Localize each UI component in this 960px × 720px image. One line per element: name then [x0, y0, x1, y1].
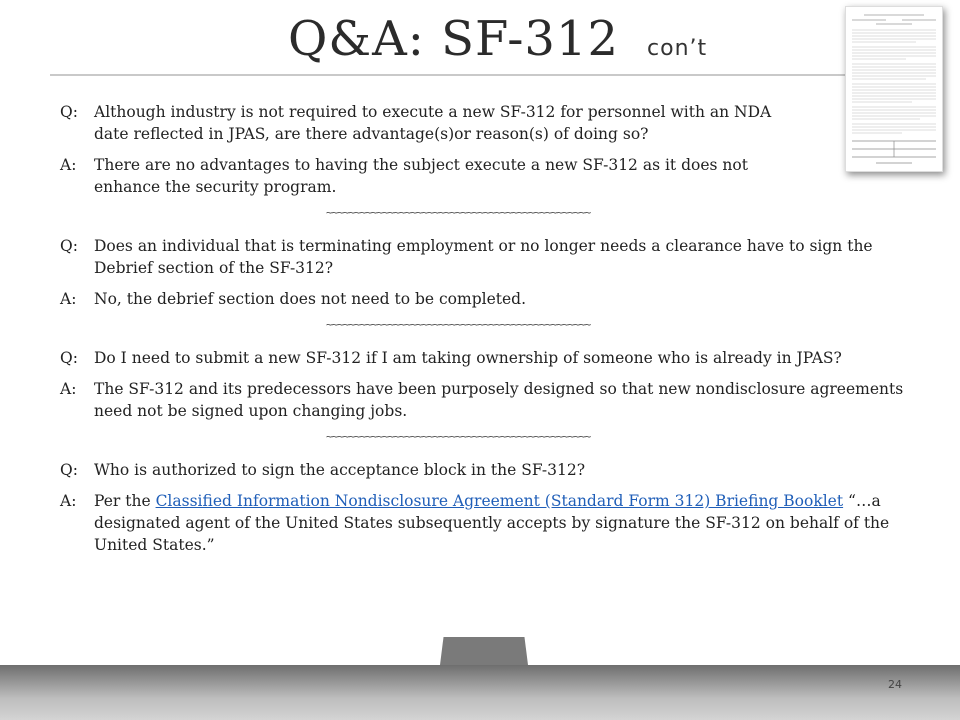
question-4 [60, 459, 920, 481]
a-label: A: [60, 492, 77, 510]
q-label: Q: [60, 237, 78, 255]
footer-bar [0, 665, 960, 720]
question-text: Do I need to submit a new SF-312 if I am taking ownership of someone who is already in JPAS? [94, 349, 842, 367]
tilde-divider: ~~~~~~~~~~~~~~~~~~~~~~~~~~~~~~~~~~~~~~~~~~~~~~~ [326, 206, 591, 219]
answer-1 [60, 154, 920, 198]
title-suffix: con’t [647, 36, 708, 61]
answer-text: No, the debrief section does not need to be completed. [94, 290, 526, 308]
question-text: Although industry is not required to execute a new SF-312 for personnel with an NDA date reflected in JPAS, are there advantage(s)or reason(s) of doing so? [94, 103, 772, 143]
answer-text: There are no advantages to having the subject execute a new SF-312 as it does not enhance the security program. [94, 156, 748, 196]
a-label: A: [60, 156, 77, 174]
answer-text [94, 490, 920, 556]
qa-content [60, 101, 920, 565]
answer-2 [60, 288, 920, 310]
answer-prefix: Per the [94, 492, 156, 510]
q-label: Q: [60, 349, 78, 367]
tilde-divider: ~~~~~~~~~~~~~~~~~~~~~~~~~~~~~~~~~~~~~~~~~~~~~~~ [326, 318, 591, 331]
question-text: Does an individual that is terminating employment or no longer needs a clearance have to sign the Debrief section of the SF-312? [94, 237, 873, 277]
answer-quote: “…a designated agent of the United States subsequently accepts by signature the SF-312 on behalf of the United States.” [94, 492, 890, 554]
question-3 [60, 347, 920, 369]
answer-4 [60, 490, 920, 556]
question-2 [60, 235, 920, 279]
page-number: 24 [888, 678, 902, 691]
answer-3 [60, 378, 920, 422]
tilde-divider: ~~~~~~~~~~~~~~~~~~~~~~~~~~~~~~~~~~~~~~~~~~~~~~~ [326, 430, 591, 443]
a-label: A: [60, 380, 77, 398]
slide-title [288, 4, 707, 74]
q-label: Q: [60, 103, 78, 121]
briefing-booklet-link[interactable]: Classified Information Nondisclosure Agreement (Standard Form 312) Briefing Booklet [155, 492, 844, 510]
question-text: Who is authorized to sign the acceptance block in the SF-312? [94, 461, 586, 479]
title-text: Q&A: SF-312 [288, 11, 620, 67]
title-underline [50, 74, 918, 76]
a-label: A: [60, 290, 77, 308]
answer-text: The SF-312 and its predecessors have been purposely designed so that new nondisclosure agreements need not be signed upon changing jobs. [94, 380, 904, 420]
footer-tab [440, 637, 528, 665]
q-label: Q: [60, 461, 78, 479]
question-1 [60, 101, 920, 145]
